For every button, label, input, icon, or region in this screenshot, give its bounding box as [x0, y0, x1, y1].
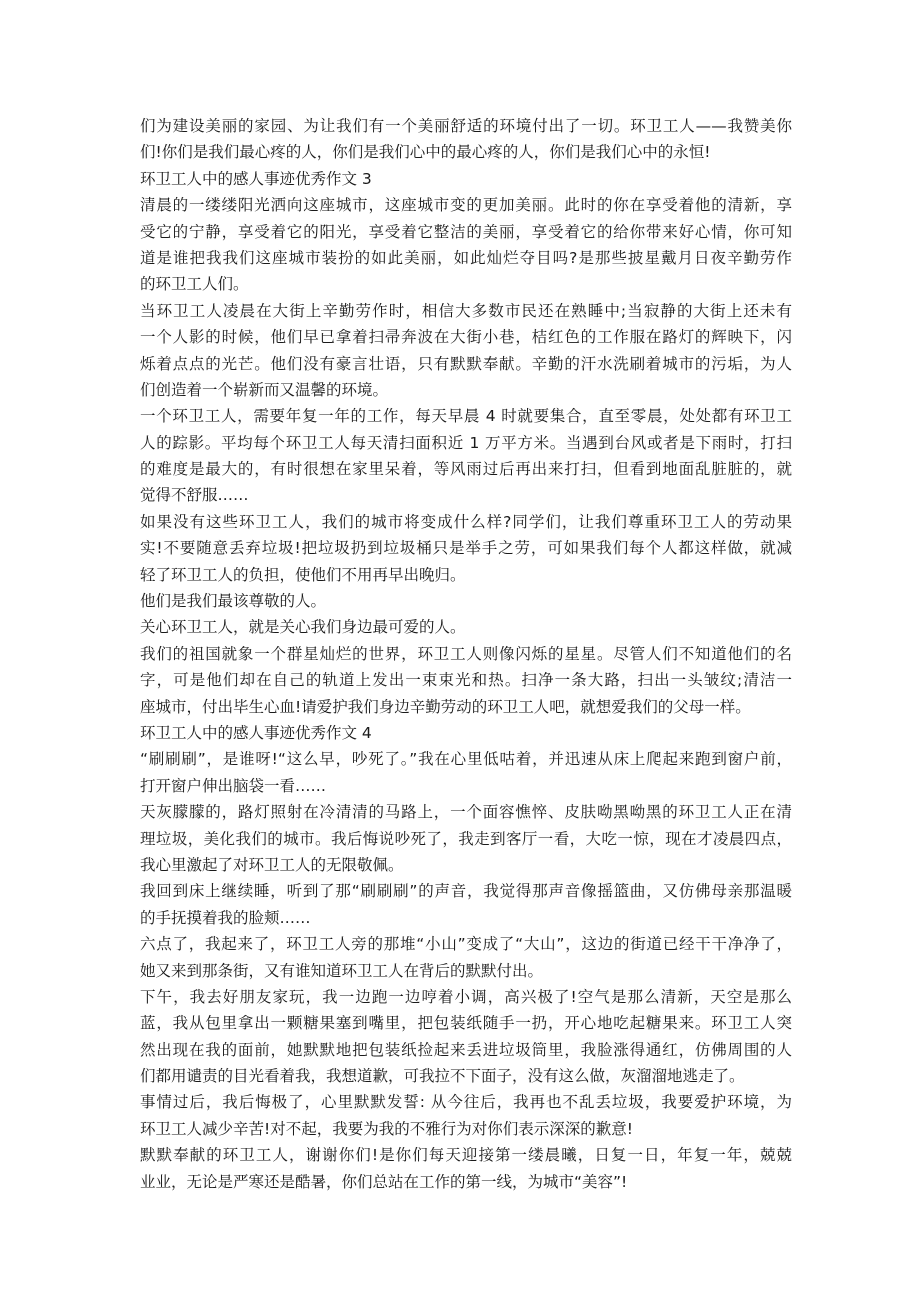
- paragraph-line: 我回到床上继续睡，听到了那“刷刷刷”的声音，我觉得那声音像摇篮曲，又仿佛母亲那温暖: [140, 882, 792, 901]
- paragraph-line: 一个人影的时候，他们早已拿着扫帚奔波在大街小巷，桔红色的工作服在路灯的辉映下，闪: [140, 328, 792, 347]
- paragraph-line: 实!不要随意丢弃垃圾!把垃圾扔到垃圾桶只是举手之劳，可如果我们每个人都这样做，就减: [140, 539, 792, 558]
- paragraph-line: 的手抚摸着我的脸颊……: [140, 908, 311, 927]
- paragraph: [140, 1142, 792, 1195]
- paragraph-line: 们!你们是我们最心疼的人，你们是我们心中的最心疼的人，你们是我们心中的永恒!: [140, 143, 711, 162]
- paragraph-line: 她又来到那条街，又有谁知道环卫工人在背后的默默付出。: [140, 961, 544, 980]
- paragraph-line: 道是谁把我我们这座城市装扮的如此美丽，如此灿烂夺目吗?是那些披星戴月日夜辛勤劳作: [140, 248, 792, 267]
- paragraph-line: 我们的祖国就象一个群星灿烂的世界，环卫工人则像闪烁的星星。尽管人们不知道他们的名: [140, 644, 792, 663]
- paragraph-line: 们为建设美丽的家园、为让我们有一个美丽舒适的环境付出了一切。环卫工人——我赞美你: [140, 117, 792, 135]
- paragraph-line: 事情过后，我后悔极了，心里默默发誓: 从今往后，我再也不乱丢垃圾，我要爱护环境，为: [140, 1093, 792, 1112]
- paragraph-line: 蓝，我从包里拿出一颗糖果塞到嘴里，把包装纸随手一扔，开心地吃起糖果来。环卫工人突: [140, 1014, 792, 1033]
- paragraph-line: 打开窗户伸出脑袋一看……: [140, 776, 327, 795]
- paragraph: [140, 588, 792, 614]
- paragraph: [140, 931, 792, 984]
- paragraph-line: 座城市，付出毕生心血!请爱护我们身边辛勤劳动的环卫工人吧，就想爱我们的父母一样。: [140, 697, 751, 716]
- paragraph-line: 们创造着一个崭新而又温馨的环境。: [140, 380, 389, 399]
- paragraph-line: 烁着点点的光芒。他们没有豪言壮语，只有默默奉献。辛勤的汗水洗刷着城市的污垢，为人: [140, 354, 792, 373]
- paragraph: [140, 403, 792, 509]
- paragraph-line: 的难度是最大的，有时很想在家里呆着，等风雨过后再出来打扫，但看到地面乱脏脏的，就: [140, 460, 792, 479]
- paragraph-line: 觉得不舒服……: [140, 486, 249, 505]
- paragraph: [140, 799, 792, 878]
- paragraph-line: 环卫工人减少辛苦!对不起，我要为我的不雅行为对你们表示深深的歉意!: [140, 1119, 633, 1138]
- paragraph-line: 我心里激起了对环卫工人的无限敬佩。: [140, 855, 404, 874]
- paragraph-line: 的环卫工人们。: [140, 275, 249, 294]
- paragraph-line: 清晨的一缕缕阳光洒向这座城市，这座城市变的更加美丽。此时的你在享受着他的清新，享: [140, 196, 792, 215]
- paragraph-line: 一个环卫工人，需要年复一年的工作，每天早晨 4 时就要集合，直至零晨，处处都有环卫工: [140, 407, 792, 426]
- paragraph-line: “刷刷刷”，是谁呀!“这么早，吵死了。”我在心里低咕着，并迅速从床上爬起来跑到窗户前，: [140, 750, 792, 769]
- section-heading: 环卫工人中的感人事迹优秀作文 3: [140, 169, 372, 188]
- paragraph-line: 他们是我们最该尊敬的人。: [140, 592, 327, 611]
- paragraph-line: 当环卫工人凌晨在大街上辛勤劳作时，相信大多数市民还在熟睡中;当寂静的大街上还未有: [140, 301, 792, 320]
- paragraph-line: 天灰朦朦的，路灯照射在冷清清的马路上，一个面容憔悴、皮肤呦黑呦黑的环卫工人正在清: [140, 803, 792, 822]
- paragraph-line: 六点了，我起来了，环卫工人旁的那堆“小山”变成了“大山”，这边的街道已经干干净净了，: [140, 935, 792, 954]
- paragraph-line: 默默奉献的环卫工人，谢谢你们!是你们每天迎接第一缕晨曦，日复一日，年复一年，兢兢: [140, 1146, 792, 1165]
- paragraph: [140, 192, 792, 298]
- paragraph-line: 人的踪影。平均每个环卫工人每天清扫面积近 1 万平方米。当遇到台风或者是下雨时，打扫: [140, 433, 792, 452]
- paragraph-line: 如果没有这些环卫工人，我们的城市将变成什么样?同学们，让我们尊重环卫工人的劳动果: [140, 512, 792, 531]
- paragraph: [140, 509, 792, 588]
- paragraph: [140, 113, 792, 166]
- paragraph: [140, 878, 792, 931]
- paragraph-line: 受它的宁静，享受着它的阳光，享受着它整洁的美丽，享受着它的给你带来好心情，你可知: [140, 222, 792, 241]
- paragraph-line: 关心环卫工人，就是关心我们身边最可爱的人。: [140, 618, 466, 637]
- paragraph-line: 们都用谴责的目光看着我，我想道歉，可我拉不下面子，没有这么做，灰溜溜地逃走了。: [140, 1067, 745, 1086]
- paragraph-line: 字，可是他们却在自己的轨道上发出一束束光和热。扫净一条大路，扫出一头皱纹;清洁一: [140, 671, 792, 690]
- paragraph-line: 下午，我去好朋友家玩，我一边跑一边哼着小调，高兴极了!空气是那么清新，天空是那么: [140, 987, 792, 1006]
- paragraph-line: 然出现在我的面前，她默默地把包装纸捡起来丢进垃圾筒里，我脸涨得通红，仿佛周围的人: [140, 1040, 792, 1059]
- paragraph-line: 轻了环卫工人的负担，使他们不用再早出晚归。: [140, 565, 466, 584]
- paragraph-line: 理垃圾，美化我们的城市。我后悔说吵死了，我走到客厅一看，大吃一惊，现在才凌晨四点，: [140, 829, 792, 848]
- paragraph: [140, 298, 792, 404]
- paragraph: [140, 746, 792, 799]
- paragraph-line: 业业，无论是严寒还是酷暑，你们总站在工作的第一线，为城市“美容”!: [140, 1172, 628, 1191]
- paragraph: [140, 1089, 792, 1142]
- paragraph: [140, 614, 792, 640]
- document-body: [140, 113, 792, 1195]
- paragraph: [140, 984, 792, 1090]
- paragraph: [140, 641, 792, 720]
- section-heading: 环卫工人中的感人事迹优秀作文 4: [140, 723, 372, 742]
